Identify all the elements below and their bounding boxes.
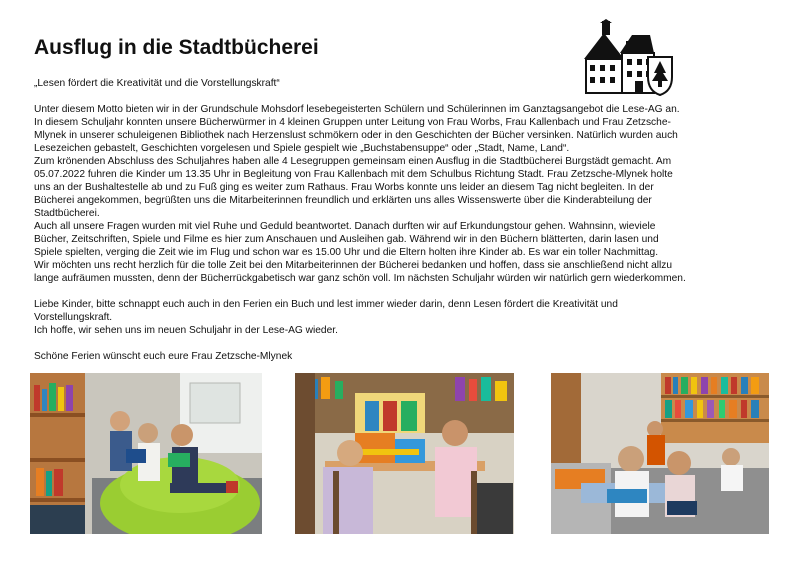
text-line: Auch all unsere Fragen wurden mit viel Ruhe und Geduld beantwortet. Danach durften wir auf Erkundungstour gehen. Wahnsinn, wieviele: [34, 221, 656, 232]
text-line: In diesem Schuljahr konnten unsere Bücherwürmer in 4 kleinen Gruppen unter Leitung von Frau Worbs, Frau Kallenbach und Frau Zetzsche-: [34, 117, 671, 128]
closing-line: Vorstellungskraft.: [34, 312, 113, 323]
article-body: [34, 103, 774, 363]
closing-line: Ich hoffe, wir sehen uns im neuen Schuljahr in der Lese-AG wieder.: [34, 325, 338, 336]
text-line: Unter diesem Motto bieten wir in der Grundschule Mohsdorf lesebegeisterten Schülern und Schülerinnen im Ganztagsangebot die Lese-AG an.: [34, 104, 680, 115]
text-line: 05.07.2022 fuhren die Kinder um 13.35 Uhr in Begleitung von Frau Kallenbach mit dem Schulbus Richtung Stadt. Frau Zetzsche-Mlynek holte: [34, 169, 673, 180]
photo-library-floor: [551, 373, 769, 534]
closing-line: Liebe Kinder, bitte schnappt euch auch in den Ferien ein Buch und lest immer wieder darin, denn Lesen fördert die Kreativität und: [34, 299, 618, 310]
text-line: uns an der Bushaltestelle ab und zu Fuß ging es weiter zum Rathaus. Frau Worbs konnte uns leider an diesem Tag nicht begleiten. In der: [34, 182, 654, 193]
text-line: Mlynek in unserer schuleigenen Bibliothek nach Herzenslust schmökern oder in den Geschichten der Bücher versinken. Natürlich wurden auch: [34, 130, 678, 141]
photo-reading-bean-bag: [30, 373, 262, 534]
text-line: Lesezeichen gebastelt, Geschichten vorgelesen und Spiele gespielt wie „Buchstabensuppe“ oder „Stadt, Name, Land“.: [34, 143, 570, 154]
text-line: Wir möchten uns recht herzlich für die tolle Zeit bei den Mitarbeiterinnen der Bücherei bedanken und hoffen, dass sie anschließend nicht allzu: [34, 260, 673, 271]
page-title: Ausflug in die Stadtbücherei: [34, 36, 319, 59]
text-line: lange aufräumen mussten, denn der Bücherrückgabetisch war ganz schön voll. Im nächsten Schuljahr würden wir natürlich gern wiederkommen.: [34, 273, 686, 284]
text-line: Spiele spielten, verging die Zeit wie im Flug und schon war es 15.00 Uhr und die Eltern holten ihre Kinder ab. Es war ein toller Nachmittag.: [34, 247, 659, 258]
text-line: Bücherei angekommen, begrüßten uns die Mitarbeiterinnen freundlich und erklärten uns alles Wissenswerte über die Kinderabteilung der: [34, 195, 652, 206]
text-line: Stadtbücherei.: [34, 208, 100, 219]
text-line: Zum krönenden Abschluss des Schuljahres haben alle 4 Lesegruppen gemeinsam einen Ausflug in die Stadtbücherei Burgstädt gemacht. Am: [34, 156, 672, 167]
signature: Schöne Ferien wünscht euch eure Frau Zetzsche-Mlynek: [34, 351, 293, 362]
text-line: Bücher, Zeitschriften, Spiele und Filme es hier zum Anschauen und Ausleihen gab. Während wir in den Büchern blätterten, darin lasen und: [34, 234, 659, 245]
motto: „Lesen fördert die Kreativität und die Vorstellungskraft“: [34, 78, 280, 89]
photo-playing-games: [295, 373, 514, 534]
